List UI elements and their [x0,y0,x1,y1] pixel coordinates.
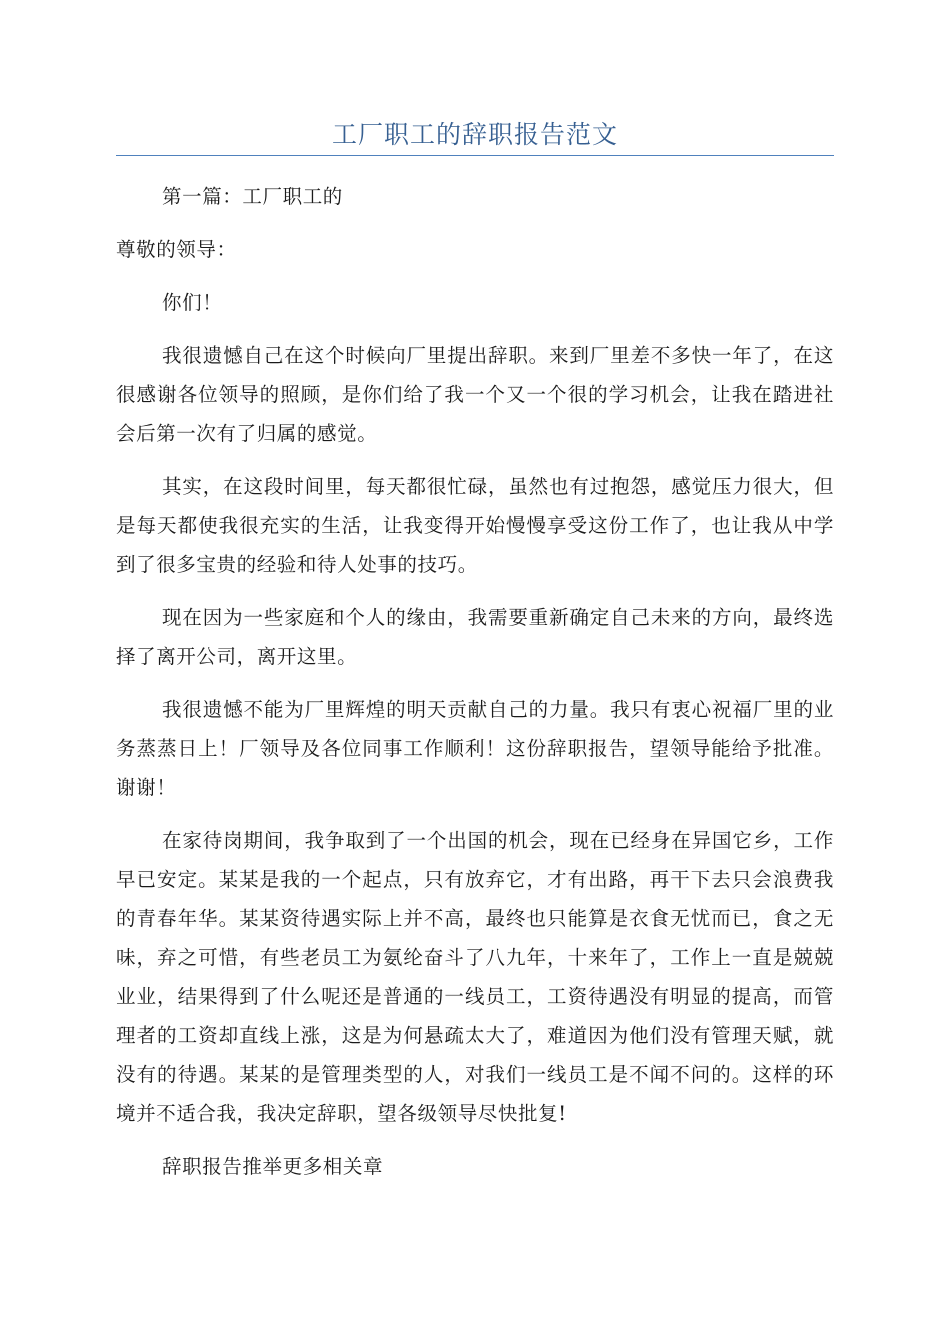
body-paragraph: 我很遗憾自己在这个时候向厂里提出辞职。来到厂里差不多快一年了，在这很感谢各位领导的照顾，是你们给了我一个又一个很的学习机会，让我在踏进社会后第一次有了归属的感觉。 [116,344,834,445]
salutation: 尊敬的领导： [116,238,237,261]
section-heading: 第一篇：工厂职工的 [162,185,343,208]
body-paragraph: 其实，在这段时间里，每天都很忙碌，虽然也有过抱怨，感觉压力很大，但是每天都使我很充实的生活，让我变得开始慢慢享受这份工作了，也让我从中学到了很多宝贵的经验和待人处事的技巧。 [116,475,834,576]
document-title: 工厂职工的辞职报告范文 [331,120,618,149]
title-underline [116,155,834,156]
body-paragraph: 现在因为一些家庭和个人的缘由，我需要重新确定自己未来的方向，最终选择了离开公司，离开这里。 [116,606,834,668]
document-page [116,0,834,1186]
body-paragraph: 在家待岗期间，我争取到了一个出国的机会，现在已经身在异国它乡，工作早已安定。某某是我的一个起点，只有放弃它，才有出路，再干下去只会浪费我的青春年华。某某资待遇实际上并不高，最终也只能算是衣食无忧而已，食之无味，弃之可惜，有些老员工为氨纶奋斗了八九年，十来年了，工作上一直是兢兢业业，结果得到了什么呢还是普通的一线员工，工资待遇没有明显的提高，而管理者的工资却直线上涨，这是为何悬疏太大了，难道因为他们没有管理天赋，就没有的待遇。某某的是管理类型的人，对我们一线员工是不闻不问的。这样的环境并不适合我，我决定辞职，望各级领导尽快批复! [116,829,834,1125]
closing-line: 辞职报告推举更多相关章 [162,1155,384,1178]
greeting-line: 你们！ [162,291,223,314]
body-paragraph: 我很遗憾不能为厂里辉煌的明天贡献自己的力量。我只有衷心祝福厂里的业务蒸蒸日上！厂领导及各位同事工作顺利！这份辞职报告，望领导能给予批准。谢谢！ [116,698,834,799]
